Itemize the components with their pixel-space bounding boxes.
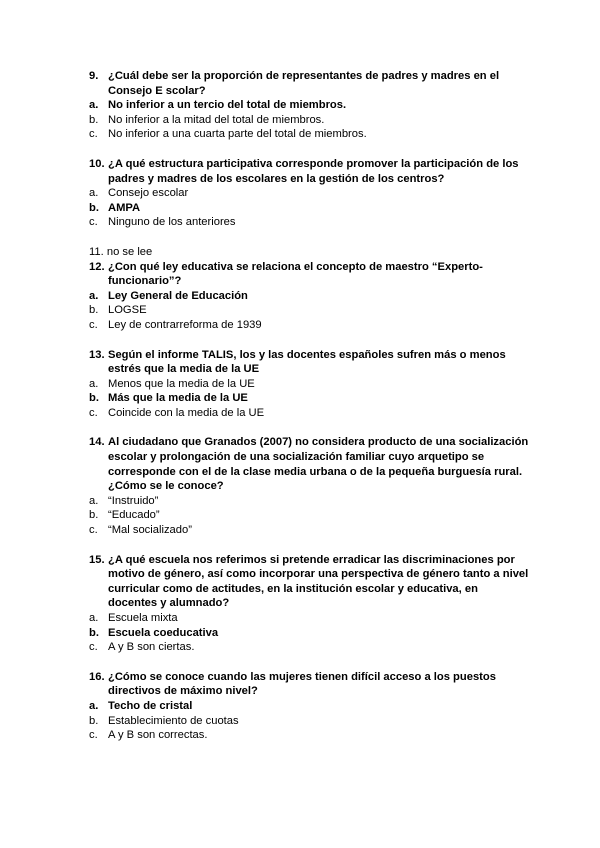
option-letter: a. [89,187,99,200]
question-number: 14. [89,436,105,449]
question-number: 12. [89,260,105,273]
option-letter: c. [89,128,98,141]
option-letter: a. [89,99,99,112]
option-c [89,728,529,743]
option-a [89,98,529,113]
option-letter: b. [89,392,99,405]
option-text: Coincide con la media de la UE [108,406,265,419]
option-text: LOGSE [108,304,147,317]
question-14 [89,435,529,537]
question-11 [89,245,529,260]
option-letter: c. [89,406,98,419]
option-letter: a. [89,494,99,507]
option-text: “Mal socializado” [108,524,192,537]
option-text: Ley General de Educación [108,289,248,302]
question-text [89,260,529,289]
option-a [89,289,529,304]
question-12 [89,260,529,333]
option-c [89,640,529,655]
option-text: AMPA [108,201,141,214]
question-prompt: ¿A qué escuela nos referimos si pretende erradicar las discriminaciones por motivo de género, así como incorporar una perspectiva de género tanto a nivel curricular como de actitudes, en la institución escolar y educativa, en docentes y alumnado? [108,553,529,610]
option-text: Menos que la media de la UE [108,377,255,390]
question-number: 9. [89,70,99,82]
question-text [89,670,529,699]
option-text: Más que la media de la UE [108,392,248,405]
option-text: Ley de contrarreforma de 1939 [108,318,262,331]
option-letter: b. [89,201,99,214]
option-text: A y B son correctas. [108,729,208,742]
question-text [89,435,529,493]
question-prompt: Al ciudadano que Granados (2007) no considera producto de una socialización escolar y prolongación de una socialización familiar cuyo arquetipo se corresponde con el de la clase media urbana o de la pequeña burguesía rural.¿Cómo se le conoce? [108,436,529,493]
option-letter: a. [89,699,99,712]
option-letter: b. [89,714,99,727]
option-a [89,494,529,509]
option-b [89,391,529,406]
option-letter: c. [89,641,98,654]
question-10 [89,157,529,230]
option-text: Escuela mixta [108,612,178,624]
option-text: Consejo escolar [108,187,189,200]
question-prompt: ¿Cómo se conoce cuando las mujeres tienen difícil acceso a los puestos directivos de máximo nivel? [108,670,496,698]
question-number: 10. [89,157,105,170]
question-16 [89,670,529,743]
option-c [89,127,529,142]
question-9 [89,69,529,142]
option-b [89,113,529,128]
option-letter: a. [89,289,99,302]
option-letter: b. [89,304,99,317]
option-letter: c. [89,729,98,742]
option-c [89,523,529,538]
option-text: Ninguno de los anteriores [108,216,236,229]
option-b [89,714,529,729]
option-b [89,626,529,641]
option-a [89,699,529,714]
question-prompt: Según el informe TALIS, los y las docentes españoles sufren más o menos estrés que la media de la UE [108,348,506,376]
question-prompt: no se lee [106,245,153,258]
option-letter: c. [89,318,98,331]
option-letter: c. [89,524,98,537]
option-b [89,508,529,523]
question-13 [89,348,529,421]
question-text [89,348,529,377]
option-text: Techo de cristal [108,699,193,712]
question-prompt: ¿A qué estructura participativa corresponde promover la participación de los padres y madres de los escolares en la gestión de los centros? [108,157,519,185]
option-a [89,186,529,201]
option-c [89,406,529,421]
question-number: 15. [89,553,105,566]
question-number: 13. [89,348,105,361]
option-letter: a. [89,377,99,390]
option-c [89,215,529,230]
question-text [89,157,529,186]
option-a [89,611,529,626]
question-number: 16. [89,670,105,683]
option-letter: c. [89,216,98,229]
option-c [89,318,529,333]
option-text: No inferior a la mitad del total de miembros. [108,113,325,126]
question-number: 11. [89,245,104,258]
option-letter: b. [89,509,99,522]
option-text: “Instruido” [108,494,159,507]
question-15 [89,553,529,655]
option-letter: b. [89,626,99,639]
option-text: Escuela coeducativa [108,626,219,639]
question-prompt: ¿Cuál debe ser la proporción de representantes de padres y madres en el Consejo E scolar? [108,70,500,97]
option-text: “Educado” [108,509,160,522]
option-letter: a. [89,612,99,624]
option-a [89,377,529,392]
option-letter: b. [89,113,99,126]
option-text: Establecimiento de cuotas [108,714,239,727]
question-prompt: ¿Con qué ley educativa se relaciona el concepto de maestro “Experto-funcionario”? [108,260,483,288]
question-text [89,69,529,98]
option-b [89,201,529,216]
option-text: A y B son ciertas. [108,641,195,654]
option-text: No inferior a una cuarta parte del total de miembros. [108,128,367,141]
option-text: No inferior a un tercio del total de miembros. [108,99,347,112]
document-body [89,69,529,743]
option-b [89,303,529,318]
question-text [89,553,529,611]
